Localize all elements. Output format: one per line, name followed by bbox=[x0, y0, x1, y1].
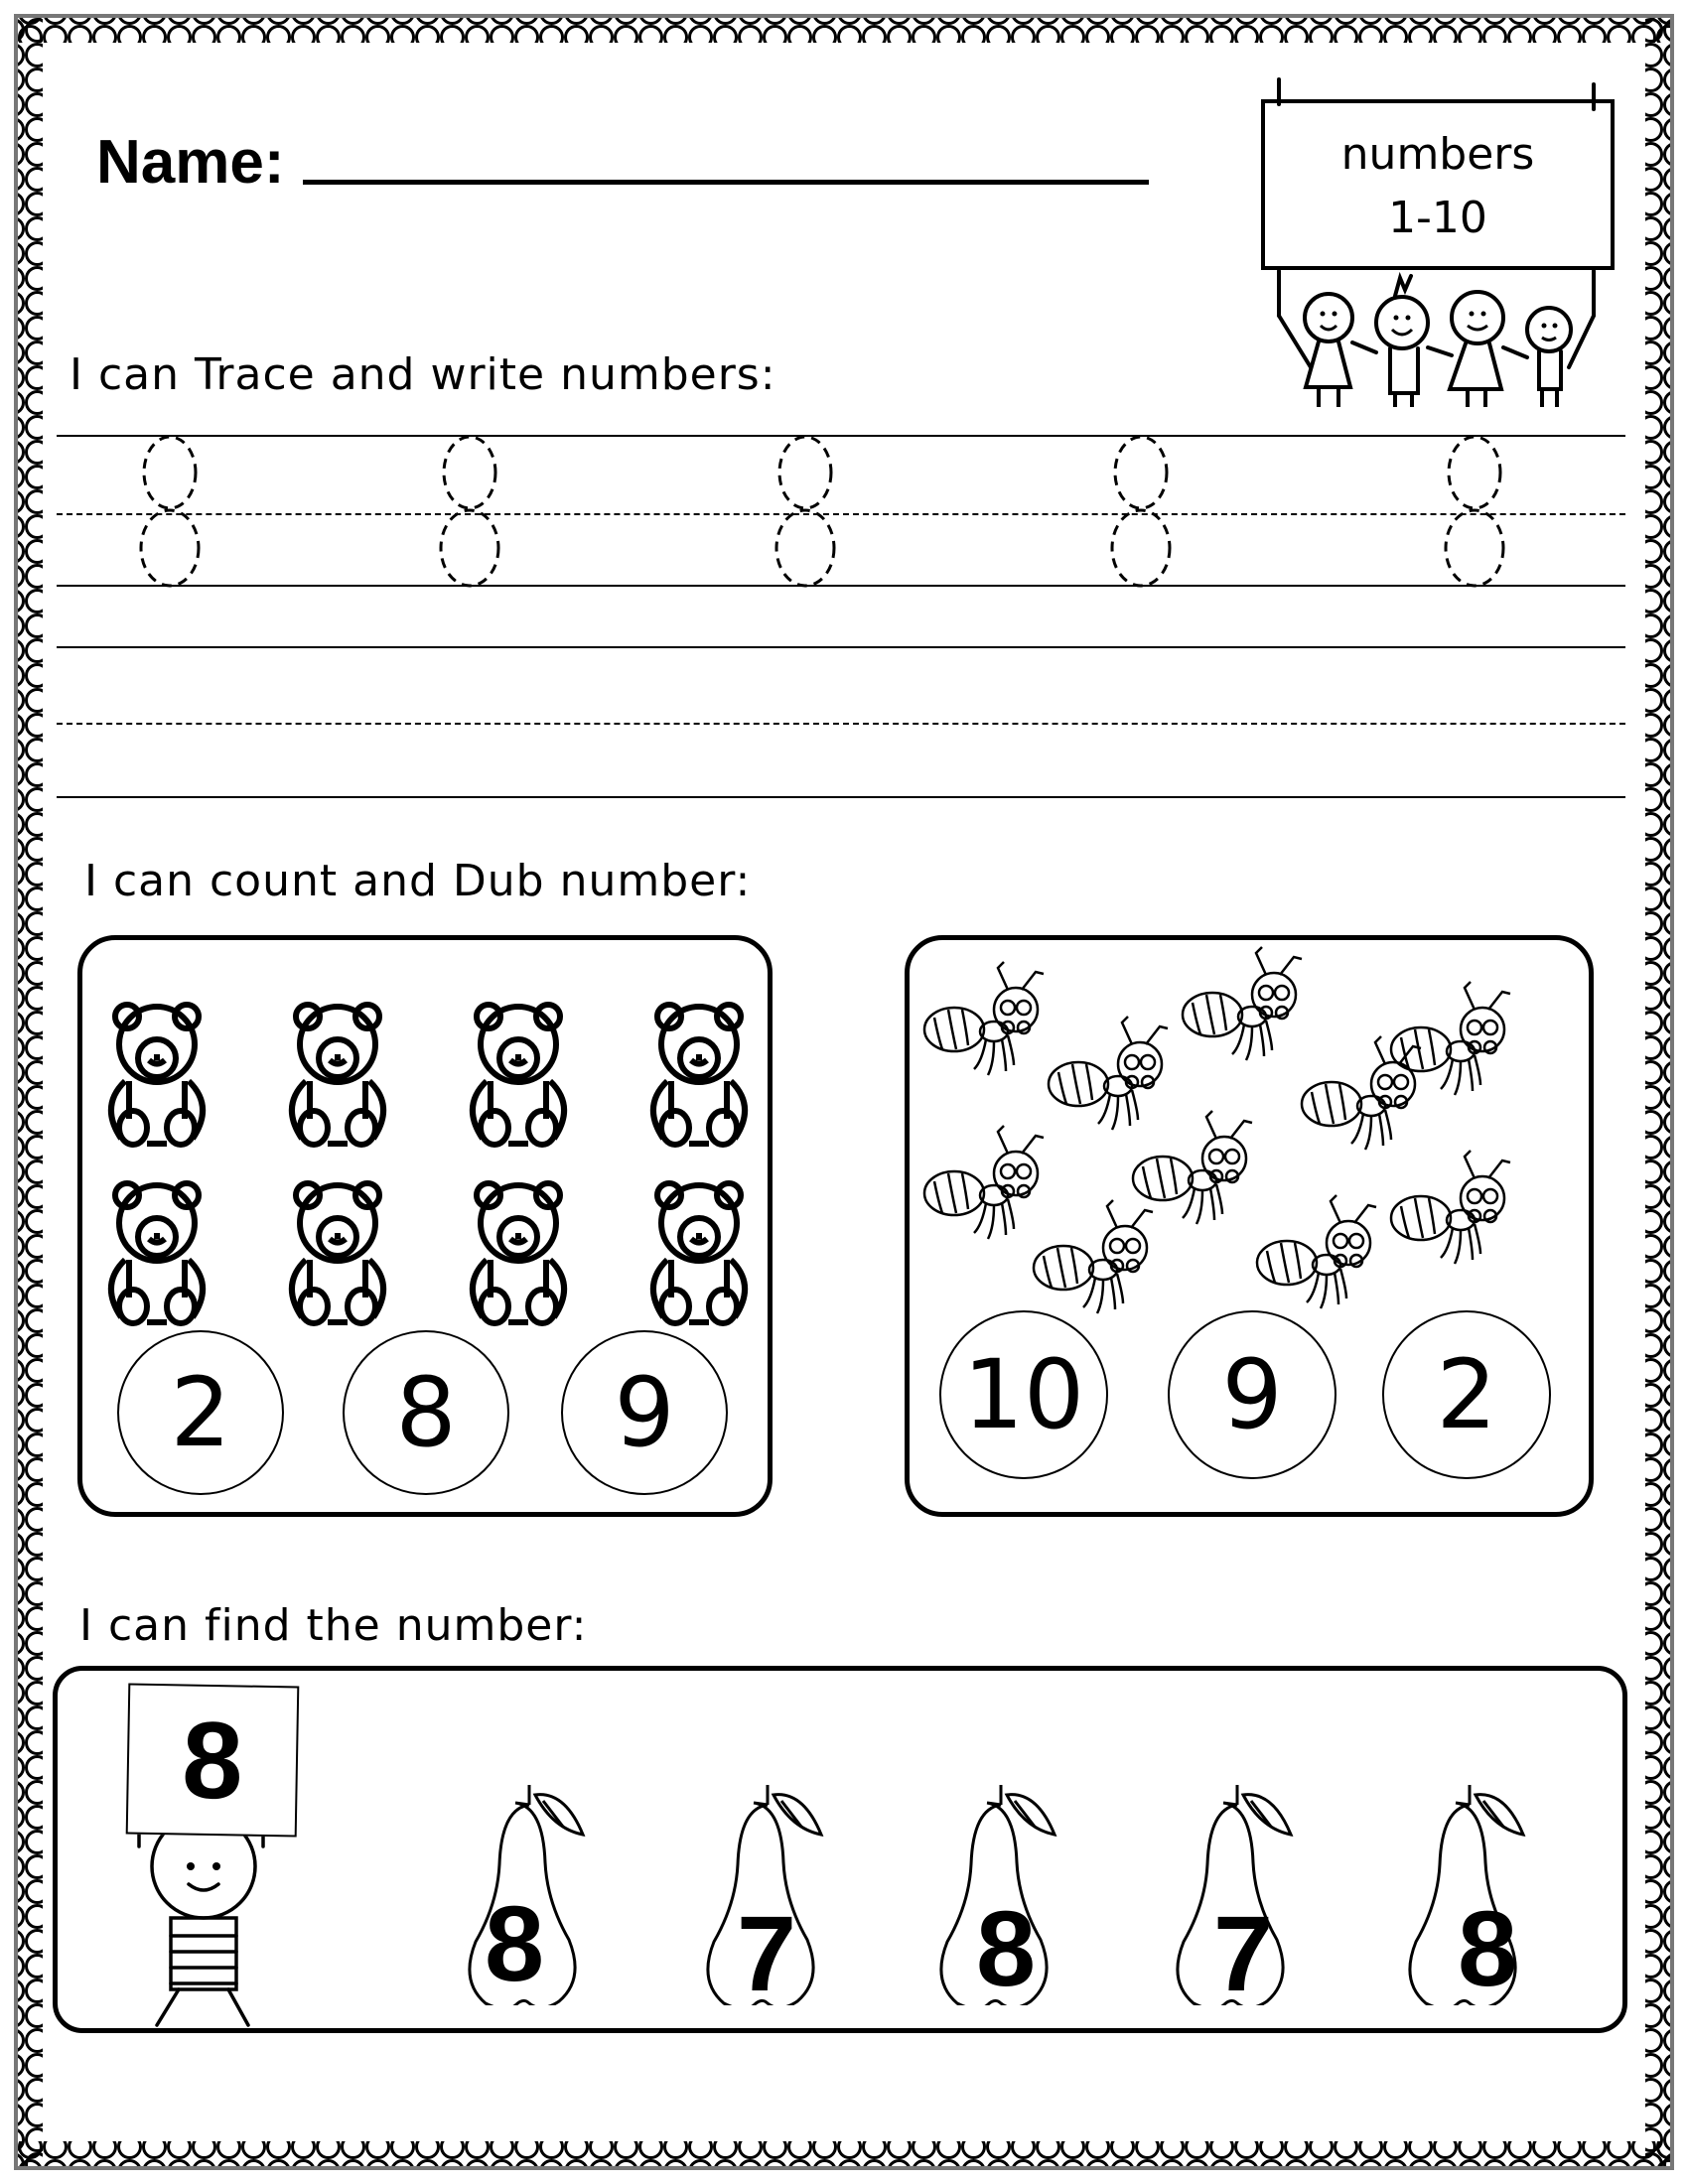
teddy-bear-icon bbox=[653, 1005, 745, 1145]
traceable-digits[interactable] bbox=[0, 427, 1688, 596]
ant-icon bbox=[1302, 1036, 1421, 1150]
bear-row-2 bbox=[111, 1183, 745, 1323]
teddy-bear-icon bbox=[111, 1183, 203, 1323]
trace-digit-8 bbox=[1112, 437, 1170, 586]
teddy-bear-icon bbox=[653, 1183, 745, 1323]
ant-icon bbox=[924, 1126, 1044, 1239]
practice-base-line bbox=[57, 796, 1625, 798]
teddy-bear-icon bbox=[292, 1183, 383, 1323]
bear-row-1 bbox=[111, 1005, 745, 1145]
section-title-trace: I can Trace and write numbers: bbox=[70, 349, 776, 400]
name-field[interactable] bbox=[303, 180, 1149, 185]
name-label: Name: bbox=[96, 128, 285, 197]
sign-line-1: numbers bbox=[1340, 129, 1535, 180]
answer-option[interactable]: 2 bbox=[1382, 1310, 1551, 1479]
ant-icon bbox=[1391, 982, 1510, 1095]
answer-option[interactable]: 2 bbox=[117, 1330, 284, 1495]
section-title-count: I can count and Dub number: bbox=[84, 856, 752, 906]
pear-number[interactable]: 7 bbox=[737, 1893, 797, 2013]
practice-mid-line bbox=[57, 723, 1625, 725]
practice-top-line[interactable] bbox=[57, 646, 1625, 648]
teddy-bear-icon bbox=[292, 1005, 383, 1145]
pear-number[interactable]: 7 bbox=[1213, 1893, 1274, 2013]
pear-number[interactable]: 8 bbox=[1458, 1888, 1518, 2008]
teddy-bear-icon bbox=[473, 1183, 564, 1323]
section-title-find: I can find the number: bbox=[79, 1600, 588, 1651]
topic-sign bbox=[1261, 99, 1615, 270]
trace-digit-8 bbox=[1446, 437, 1503, 586]
ant-icon bbox=[1257, 1195, 1376, 1308]
answer-option[interactable]: 9 bbox=[1168, 1310, 1336, 1479]
teddy-bear-icon bbox=[111, 1005, 203, 1145]
ant-icon bbox=[1034, 1200, 1153, 1313]
ant-icon bbox=[1183, 947, 1302, 1060]
ant-icon bbox=[924, 962, 1044, 1075]
answer-option[interactable]: 9 bbox=[561, 1330, 728, 1495]
target-number-card: 8 bbox=[126, 1684, 300, 1838]
trace-digit-8 bbox=[776, 437, 834, 586]
ant-icon bbox=[1049, 1017, 1168, 1130]
trace-digit-8 bbox=[141, 437, 199, 586]
trace-digit-8 bbox=[441, 437, 498, 586]
answer-option[interactable]: 10 bbox=[939, 1310, 1108, 1479]
answer-option[interactable]: 8 bbox=[343, 1330, 509, 1495]
ant-icon bbox=[1133, 1111, 1252, 1224]
teddy-bear-icon bbox=[473, 1005, 564, 1145]
pear-number[interactable]: 8 bbox=[976, 1888, 1037, 2008]
sign-line-2: 1-10 bbox=[1388, 193, 1487, 243]
pear-number[interactable]: 8 bbox=[485, 1883, 545, 2003]
ant-icon bbox=[1391, 1151, 1510, 1264]
